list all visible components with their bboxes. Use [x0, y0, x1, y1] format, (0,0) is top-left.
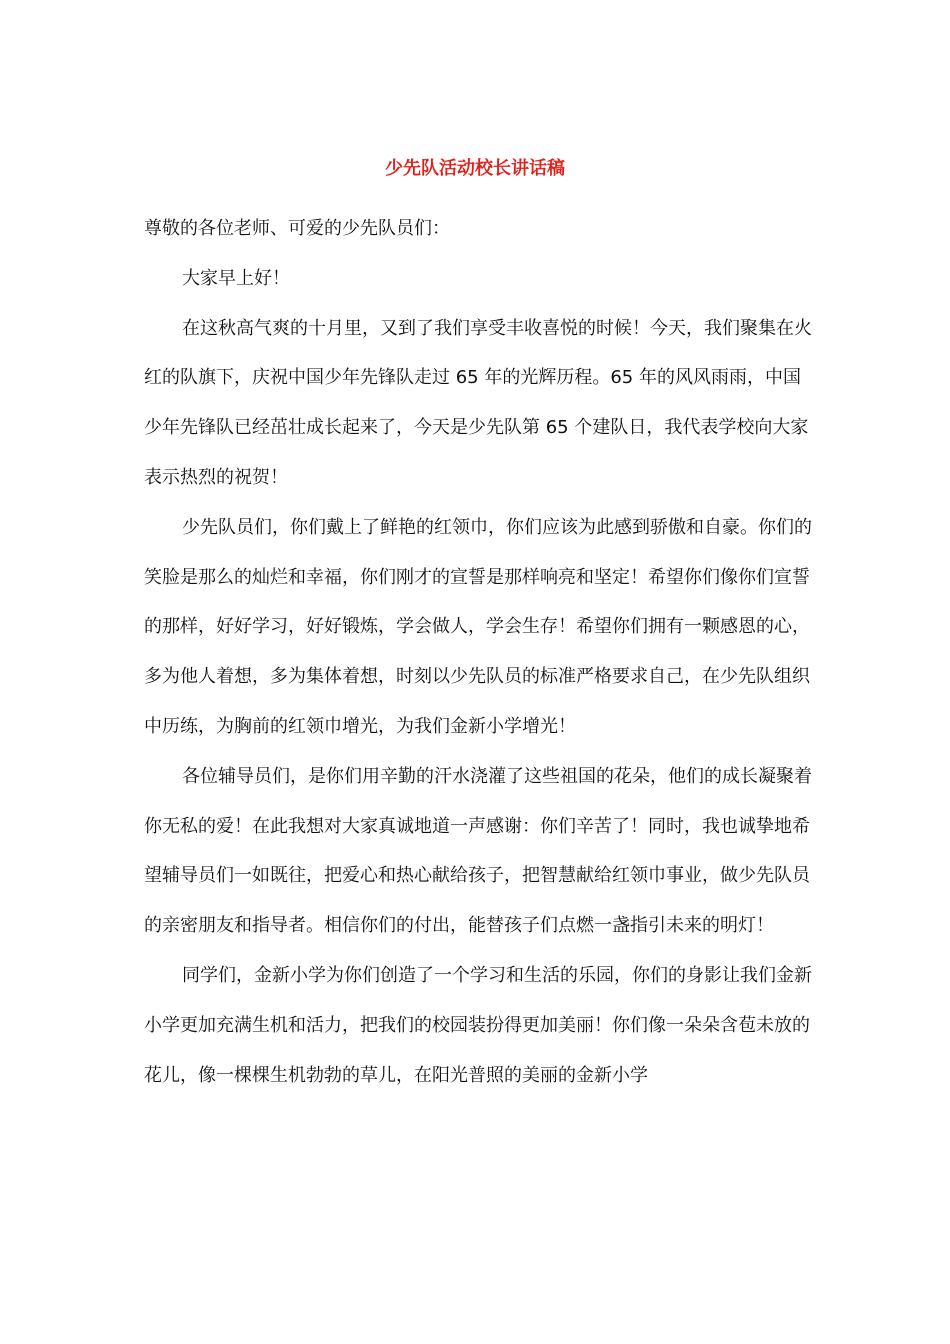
salutation: 尊敬的各位老师、可爱的少先队员们： — [144, 218, 450, 239]
document-body — [144, 204, 812, 1100]
paragraph: 同学们，金新小学为你们创造了一个学习和生活的乐园，你们的身影让我们金新小学更加充满生机和活力，把我们的校园装扮得更加美丽！你们像一朵朵含苞未放的花儿，像一棵棵生机勃勃的草儿，在阳光普照的美丽的金新小学 — [144, 964, 812, 1086]
paragraph: 少先队员们，你们戴上了鲜艳的红领巾，你们应该为此感到骄傲和自豪。你们的笑脸是那么的灿烂和幸福，你们刚才的宣誓是那样响亮和坚定！希望你们像你们宣誓的那样，好好学习，好好锻炼，学会做人，学会生存！希望你们拥有一颗感恩的心，多为他人着想，多为集体着想，时刻以少先队员的标准严格要求自己，在少先队组织中历练，为胸前的红领巾增光，为我们金新小学增光！ — [144, 516, 812, 737]
paragraph: 在这秋高气爽的十月里，又到了我们享受丰收喜悦的时候！今天，我们聚集在火红的队旗下，庆祝中国少年先锋队走过 65 年的光辉历程。65 年的风风雨雨，中国少年先锋队已经茁壮成长起来了，今天是少先队第 65 个建队日，我代表学校向大家表示热烈的祝贺！ — [144, 317, 812, 488]
document-title: 少先队活动校长讲话稿 — [385, 158, 565, 179]
greeting: 大家早上好！ — [182, 267, 290, 289]
paragraph: 各位辅导员们，是你们用辛勤的汗水浇灌了这些祖国的花朵，他们的成长凝聚着你无私的爱！在此我想对大家真诚地道一声感谢：你们辛苦了！同时，我也诚挚地希望辅导员们一如既往，把爱心和热心献给孩子，把智慧献给红领巾事业，做少先队员的亲密朋友和指导者。相信你们的付出，能替孩子们点燃一盏指引未来的明灯！ — [144, 765, 812, 937]
